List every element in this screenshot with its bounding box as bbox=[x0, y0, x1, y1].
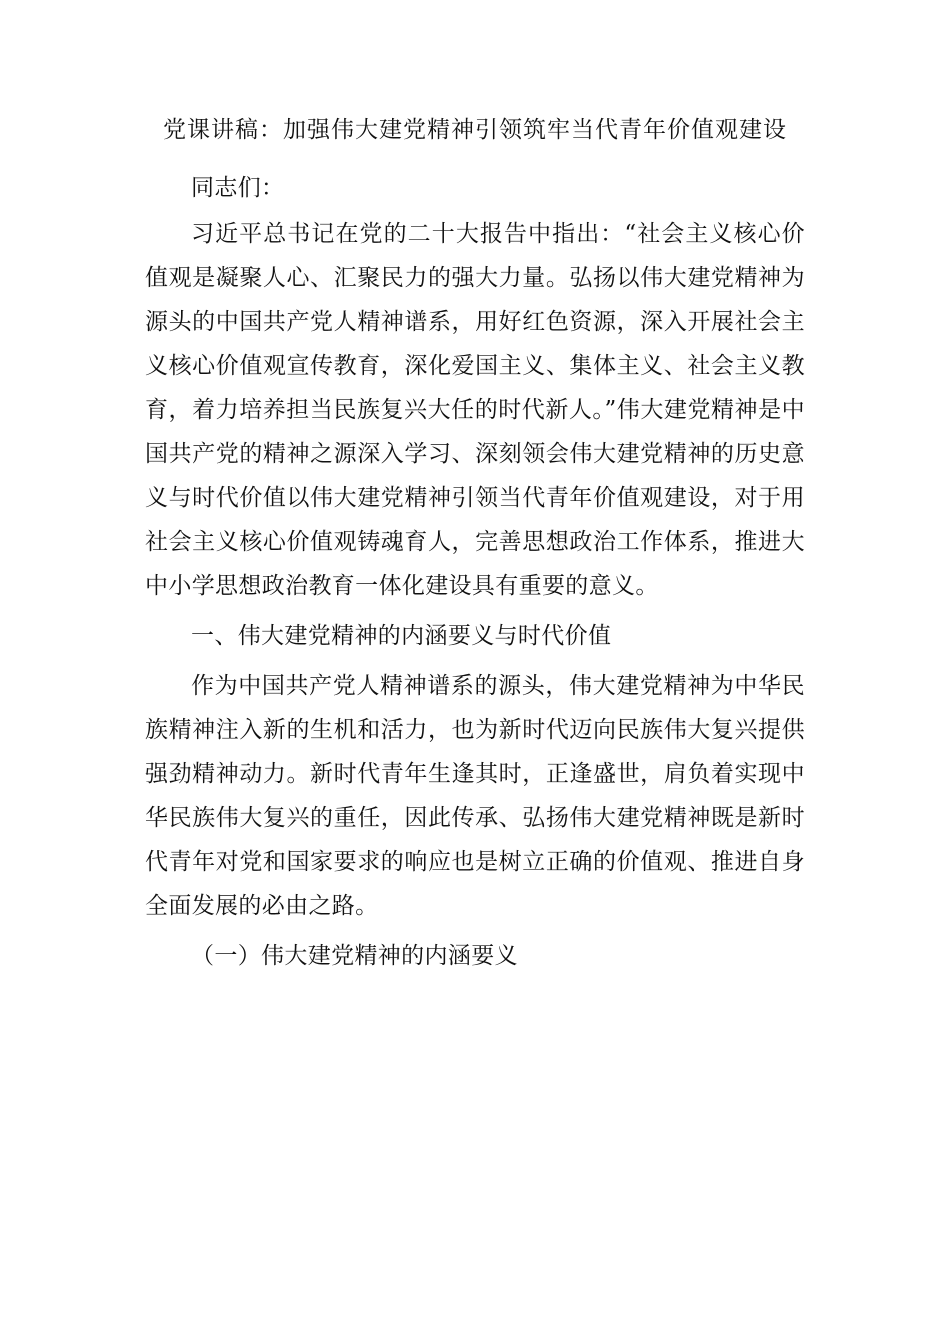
intro-paragraph: 习近平总书记在党的二十大报告中指出：“社会主义核心价值观是凝聚人心、汇聚民力的强大力量。弘扬以伟大建党精神为源头的中国共产党人精神谱系，用好红色资源，深入开展社会主义核心价值观宣传教育，深化爱国主义、集体主义、社会主义教育，着力培养担当民族复兴大任的时代新人。”伟大建党精神是中国共产党的精神之源深入学习、深刻领会伟大建党精神的历史意义与时代价值以伟大建党精神引领当代青年价值观建设，对于用社会主义核心价值观铸魂育人，完善思想政治工作体系，推进大中小学思想政治教育一体化建设具有重要的意义。 bbox=[145, 221, 805, 599]
document-title: 党课讲稿：加强伟大建党精神引领筑牢当代青年价值观建设 bbox=[163, 117, 787, 143]
section-1-paragraph: 作为中国共产党人精神谱系的源头，伟大建党精神为中华民族精神注入新的生机和活力，也为新时代迈向民族伟大复兴提供强劲精神动力。新时代青年生逢其时，正逢盛世，肩负着实现中华民族伟大复兴的重任，因此传承、弘扬伟大建党精神既是新时代青年对党和国家要求的响应也是树立正确的价值观、推进自身全面发展的必由之路。 bbox=[145, 673, 805, 919]
greeting: 同志们： bbox=[191, 175, 285, 201]
subsection-heading-1: （一）伟大建党精神的内涵要义 bbox=[191, 943, 518, 969]
section-heading-1: 一、伟大建党精神的内涵要义与时代价值 bbox=[191, 623, 612, 649]
document-body bbox=[145, 108, 805, 978]
spacer bbox=[145, 152, 805, 166]
